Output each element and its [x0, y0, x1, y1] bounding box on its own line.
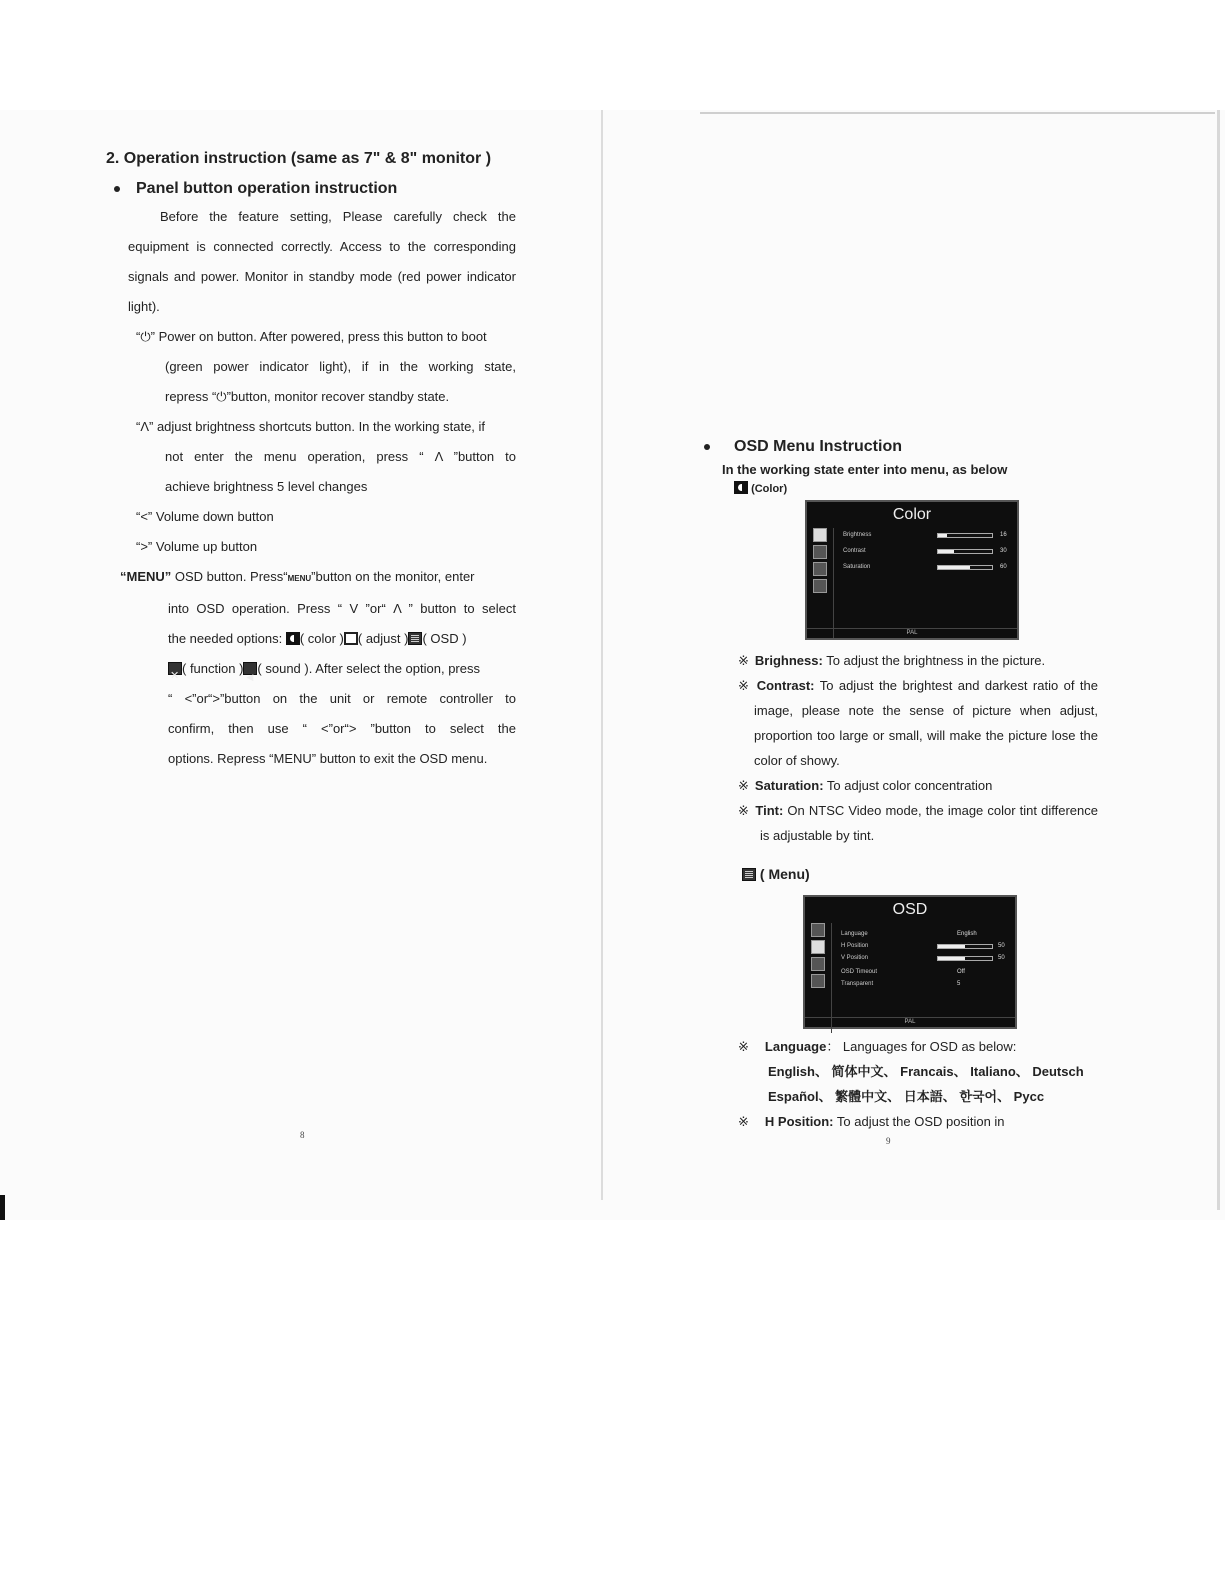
brightness-bar [937, 533, 993, 538]
volume-up-desc: “>” Volume up button [136, 539, 258, 554]
screen-row-label: Transparent [841, 981, 874, 987]
menu-section-label: ( Menu) [742, 866, 810, 882]
bullet-icon [114, 186, 120, 192]
subsection-heading: Panel button operation instruction [114, 180, 516, 198]
screen-title: Color [892, 506, 932, 523]
page-edge-shadow [1217, 110, 1220, 1210]
osd-icon [813, 545, 827, 559]
color-menu-screenshot [805, 500, 1019, 640]
right-page [704, 438, 1104, 495]
language-list-1: English、 简体中文、 Francais、 Italiano、 Deutsch [768, 1064, 1084, 1079]
note-saturation: ※ Saturation: To adjust color concentration [738, 778, 993, 793]
screen-row-value: 30 [1000, 548, 1007, 554]
screen-row-label: H Position [841, 943, 869, 949]
h-position-bar [937, 944, 993, 949]
up-button-desc-3: achieve brightness 5 level changes [165, 479, 368, 494]
language-list-2: Español、 繁體中文、 日本語、 한국어、 Pycc [768, 1089, 1045, 1104]
power-button-desc-3: repress “⏻”button, monitor recover standby state. [165, 389, 450, 404]
page-edge-line [700, 112, 1215, 114]
osd-heading: OSD Menu Instruction [704, 438, 1104, 456]
note-tint: ※ Tint: On NTSC Video mode, the image color tint difference is adjustable by tint. [738, 803, 1098, 843]
osd-menu-screenshot [803, 895, 1017, 1029]
color-icon [734, 481, 748, 494]
screen-divider [833, 528, 834, 638]
note-contrast: ※ Contrast: To adjust the brightest and darkest ratio of the image, please note the sense of picture when adjust, proportion too large or small, will make the picture lose the color of showy. [738, 678, 1098, 768]
menu-button-desc: “MENU” OSD button. Press“MENU”button on the monitor, enter [120, 569, 475, 584]
color-icon [286, 632, 300, 645]
osd-icon [811, 940, 825, 954]
section-heading: 2. Operation instruction (same as 7" & 8" monitor ) [106, 150, 492, 167]
color-notes [738, 648, 1098, 848]
screen-footer: PAL [805, 1017, 1015, 1025]
screen-row-value: Off [957, 969, 965, 975]
adjust-icon [344, 632, 358, 645]
screen-footer: PAL [807, 628, 1017, 636]
screen-row-label: V Position [841, 955, 869, 961]
screen-sidebar [811, 923, 827, 991]
page-edge-mark [0, 1195, 5, 1220]
sound-icon [811, 974, 825, 988]
menu-button-desc-5: “ <”or“>”button on the unit or remote controller to [168, 691, 516, 706]
note-h-position: ※ H Position: To adjust the OSD position in [738, 1114, 1005, 1129]
screen-row-label: Contrast [843, 548, 866, 554]
screen-row-value: 16 [1000, 532, 1007, 538]
function-icon [811, 957, 825, 971]
left-page [106, 150, 516, 774]
volume-down-desc: “<” Volume down button [136, 509, 274, 524]
menu-button-desc-6: confirm, then use “ <”or“> ”button to select the [168, 721, 516, 736]
note-brightness: ※ Brighness: To adjust the brightness in the picture. [738, 653, 1046, 668]
screen-row-value: 50 [998, 955, 1005, 961]
function-icon [813, 562, 827, 576]
up-button-desc: “Λ” adjust brightness shortcuts button. In the working state, if [136, 419, 486, 434]
osd-notes [738, 1034, 1108, 1134]
screen-row-value: 60 [1000, 564, 1007, 570]
menu-button-desc-4: ✕( function )◀ ( sound ). After select the option, press [168, 654, 516, 684]
screen-row-value: English [957, 931, 977, 937]
note-language: ※ Language： Languages for OSD as below: [738, 1039, 1017, 1054]
page-number-left: 8 [300, 1130, 305, 1140]
screen-row-label: Language [841, 931, 868, 937]
menu-button-desc-7: options. Repress “MENU” button to exit the OSD menu. [168, 751, 488, 766]
power-button-desc-2: (green power indicator light), if in the working state, [165, 359, 516, 374]
osd-intro: In the working state enter into menu, as below [722, 462, 1008, 477]
intro-paragraph: Before the feature setting, Please carefully check the equipment is connected correctly. Access to the corresponding signals and power. Monitor in standby mode (red power indicator light). [128, 209, 516, 314]
page-gutter [601, 110, 603, 1200]
sound-icon [243, 662, 257, 675]
osd-icon [742, 868, 756, 881]
power-button-desc: “⏻” Power on button. After powered, press this button to boot [136, 329, 487, 344]
screen-row-value: 50 [998, 943, 1005, 949]
color-icon [813, 528, 827, 542]
function-icon [168, 662, 182, 675]
osd-icon [408, 632, 422, 645]
contrast-bar [937, 549, 993, 554]
color-section-label: (Color) [734, 481, 1104, 495]
page-number-right: 9 [886, 1136, 891, 1146]
saturation-bar [937, 565, 993, 570]
v-position-bar [937, 956, 993, 961]
color-icon [811, 923, 825, 937]
bullet-icon [704, 444, 710, 450]
sound-icon [813, 579, 827, 593]
screen-sidebar [813, 528, 829, 596]
screen-row-value: 5 [957, 981, 961, 987]
screen-row-label: Brightness [843, 532, 872, 538]
menu-button-desc-2: into OSD operation. Press “ V ”or“ Λ ” button to select [168, 601, 516, 616]
screen-row-label: OSD Timeout [841, 969, 878, 975]
menu-button-desc-3: the needed options: ( color ) ( adjust ) ( OSD ) [168, 631, 467, 646]
screen-row-label: Saturation [843, 564, 871, 570]
up-button-desc-2: not enter the menu operation, press “ Λ ”button to [165, 449, 516, 464]
screen-title: OSD [892, 901, 928, 918]
